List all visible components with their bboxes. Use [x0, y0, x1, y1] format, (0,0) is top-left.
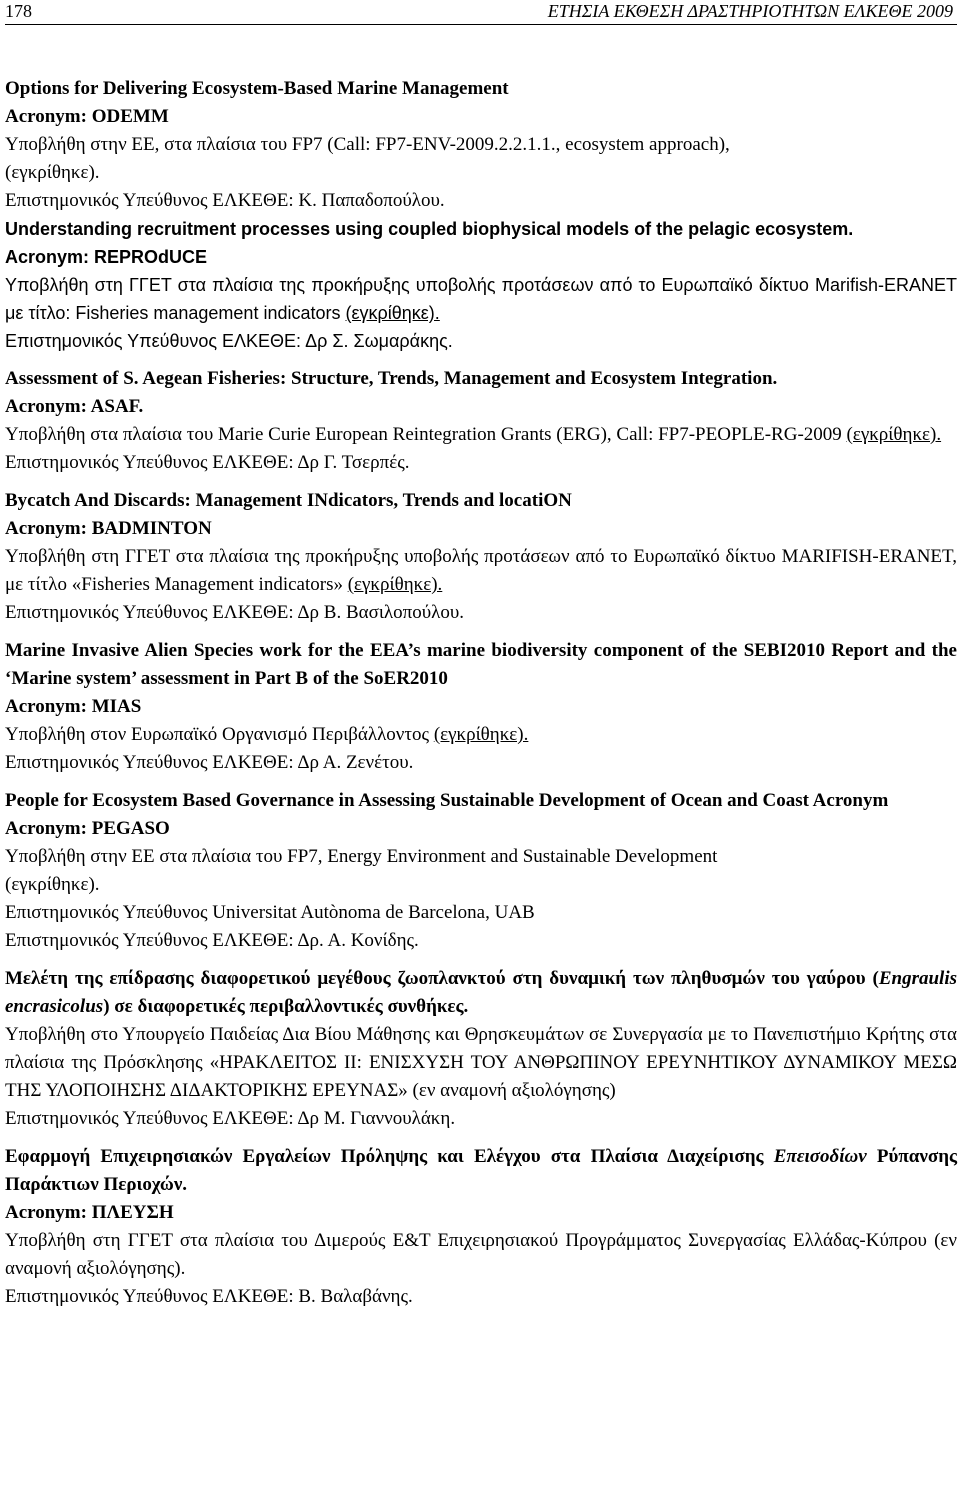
submission-info: Υποβλήθη στον Ευρωπαϊκό Οργανισμό Περιβάλλοντος (εγκρίθηκε). — [5, 724, 529, 745]
running-title: ΕΤΗΣΙΑ ΕΚΘΕΣΗ ΔΡΑΣΤΗΡΙΟΤΗΤΩΝ ΕΛΚΕΘΕ 2009 — [547, 1, 953, 21]
scientific-responsible: Επιστημονικός Υπεύθυνος ΕΛΚΕΘΕ: Δρ Σ. Σωμαράκης. — [5, 331, 453, 351]
page-number: 178 — [5, 1, 32, 21]
submission-info: Υποβλήθη στην ΕΕ στα πλαίσια του FP7, Energy Environment and Sustainable Development — [5, 846, 718, 867]
scientific-responsible: Επιστημονικός Υπεύθυνος ΕΛΚΕΘΕ: Δρ Β. Βασιλοπούλου. — [5, 602, 465, 623]
approval-status: (εγκρίθηκε). — [345, 303, 440, 323]
scientific-responsible: Επιστημονικός Υπεύθυνος ΕΛΚΕΘΕ: Δρ. Α. Κονίδης. — [5, 930, 419, 951]
project-acronym: Acronym: ΠΛΕΥΣΗ — [5, 1202, 174, 1223]
scientific-responsible: Επιστημονικός Υπεύθυνος ΕΛΚΕΘΕ: Κ. Παπαδοπούλου. — [5, 190, 445, 211]
project-entry-mias — [5, 637, 957, 777]
submission-info: Υποβλήθη στη ΓΓΕΤ στα πλαίσια του Διμερούς Ε&Τ Επιχειρησιακού Προγράμματος Συνεργασίας Ελλάδας-Κύπρου (εν αναμονή αξιολόγησης). — [5, 1230, 957, 1279]
scientific-responsible: Επιστημονικός Υπεύθυνος ΕΛΚΕΘΕ: Δρ Α. Ζενέτου. — [5, 752, 414, 773]
approval-status: (εγκρίθηκε). — [433, 724, 529, 745]
project-entry-odemm — [5, 75, 957, 215]
approval-status: (εγκρίθηκε). — [5, 162, 100, 183]
submission-info: Υποβλήθη στο Υπουργείο Παιδείας Δια Βίου Μάθησης και Θρησκευμάτων σε Συνεργασία με το Πανεπιστήμιο Κρήτης στα πλαίσια της Πρόσκλησης «ΗΡΑΚΛΕΙΤΟΣ ΙΙ: ΕΝΙΣΧΥΣΗ ΤΟΥ ΑΝΘΡΩΠΙΝΟΥ ΕΡΕΥΝΗΤΙΚΟΥ ΔΥΝΑΜΙΚΟΥ ΜΕΣΩ ΤΗΣ ΥΛΟΠΟΙΗΣΗΣ ΔΙΔΑΚΤΟΡΙΚΗΣ ΕΡΕΥΝΑΣ» (εν αναμονή αξιολόγησης) — [5, 1024, 957, 1101]
scientific-responsible: Επιστημονικός Υπεύθυνος ΕΛΚΕΘΕ: Δρ Γ. Τσερπές. — [5, 452, 410, 473]
project-title: Bycatch And Discards: Management INdicators, Trends and locatiON — [5, 490, 572, 511]
project-title: Options for Delivering Ecosystem-Based Marine Management — [5, 78, 509, 99]
species-name: Engraulis encrasicolus — [5, 968, 957, 1017]
project-acronym: Acronym: ASAF. — [5, 396, 144, 417]
approval-status: (εγκρίθηκε). — [5, 874, 100, 895]
coordinator-responsible: Επιστημονικός Υπεύθυνος Universitat Autònoma de Barcelona, UAB — [5, 902, 535, 923]
project-acronym: Acronym: BADMINTON — [5, 518, 212, 539]
project-acronym: Acronym: REPROdUCE — [5, 247, 208, 267]
document-page — [5, 0, 957, 1311]
project-acronym: Acronym: ODEMM — [5, 106, 169, 127]
project-entry-pegaso — [5, 787, 957, 955]
project-entry-pleusi — [5, 1143, 957, 1311]
approval-status: (εγκρίθηκε). — [347, 574, 443, 595]
project-entry-reproduce — [5, 215, 957, 355]
project-entry-zooplankton — [5, 965, 957, 1133]
scientific-responsible: Επιστημονικός Υπεύθυνος ΕΛΚΕΘΕ: Β. Βαλαβάνης. — [5, 1286, 413, 1307]
submission-info: Υποβλήθη στη ΓΓΕΤ στα πλαίσια της προκήρυξης υποβολής προτάσεων από το Ευρωπαϊκό δίκτυο Marifish-ERANET με τίτλο: Fisheries management indicators (εγκρίθηκε). — [5, 275, 957, 323]
project-entry-badminton — [5, 487, 957, 627]
project-title: Εφαρμογή Επιχειρησιακών Εργαλείων Πρόληψης και Ελέγχου στα Πλαίσια Διαχείρισης Επεισοδίων Ρύπανσης Παράκτιων Περιοχών. — [5, 1146, 958, 1195]
page-header — [5, 0, 957, 25]
project-acronym: Acronym: MIAS — [5, 696, 142, 717]
scientific-responsible: Επιστημονικός Υπεύθυνος ΕΛΚΕΘΕ: Δρ Μ. Γιαννουλάκη. — [5, 1108, 456, 1129]
approval-status: (εγκρίθηκε). — [846, 424, 942, 445]
project-acronym: Acronym: PEGASO — [5, 818, 170, 839]
project-title: Understanding recruitment processes using coupled biophysical models of the pelagic ecosystem. — [5, 219, 854, 239]
project-title: Μελέτη της επίδρασης διαφορετικού μεγέθους ζωοπλανκτού στη δυναμική των πληθυσμών του γαύρου (Engraulis encrasicolus) σε διαφορετικές περιβαλλοντικές συνθήκες. — [5, 968, 957, 1017]
submission-info: Υποβλήθη στα πλαίσια του Marie Curie European Reintegration Grants (ERG), Call: FP7-PEOPLE-RG-2009 (εγκρίθηκε). — [5, 424, 942, 445]
submission-info: Υποβλήθη στην ΕΕ, στα πλαίσια του FP7 (Call: FP7-ENV-2009.2.2.1.1., ecosystem approach), — [5, 134, 730, 155]
document-body — [5, 25, 957, 1311]
project-title: People for Ecosystem Based Governance in Assessing Sustainable Development of Ocean and Coast Acronym — [5, 790, 889, 811]
title-italic-word: Επεισοδίων — [773, 1146, 867, 1167]
submission-info: Υποβλήθη στη ΓΓΕΤ στα πλαίσια της προκήρυξης υποβολής προτάσεων από το Ευρωπαϊκό δίκτυο MARIFISH-ERANET, με τίτλο «Fisheries Management indicators» (εγκρίθηκε). — [5, 546, 957, 595]
project-title: Assessment of S. Aegean Fisheries: Structure, Trends, Management and Ecosystem Integration. — [5, 368, 778, 389]
project-title: Marine Invasive Alien Species work for the EEA’s marine biodiversity component of the SEBI2010 Report and the ‘Marine system’ assessment in Part B of the SoER2010 — [5, 640, 957, 689]
project-entry-asaf — [5, 365, 957, 477]
